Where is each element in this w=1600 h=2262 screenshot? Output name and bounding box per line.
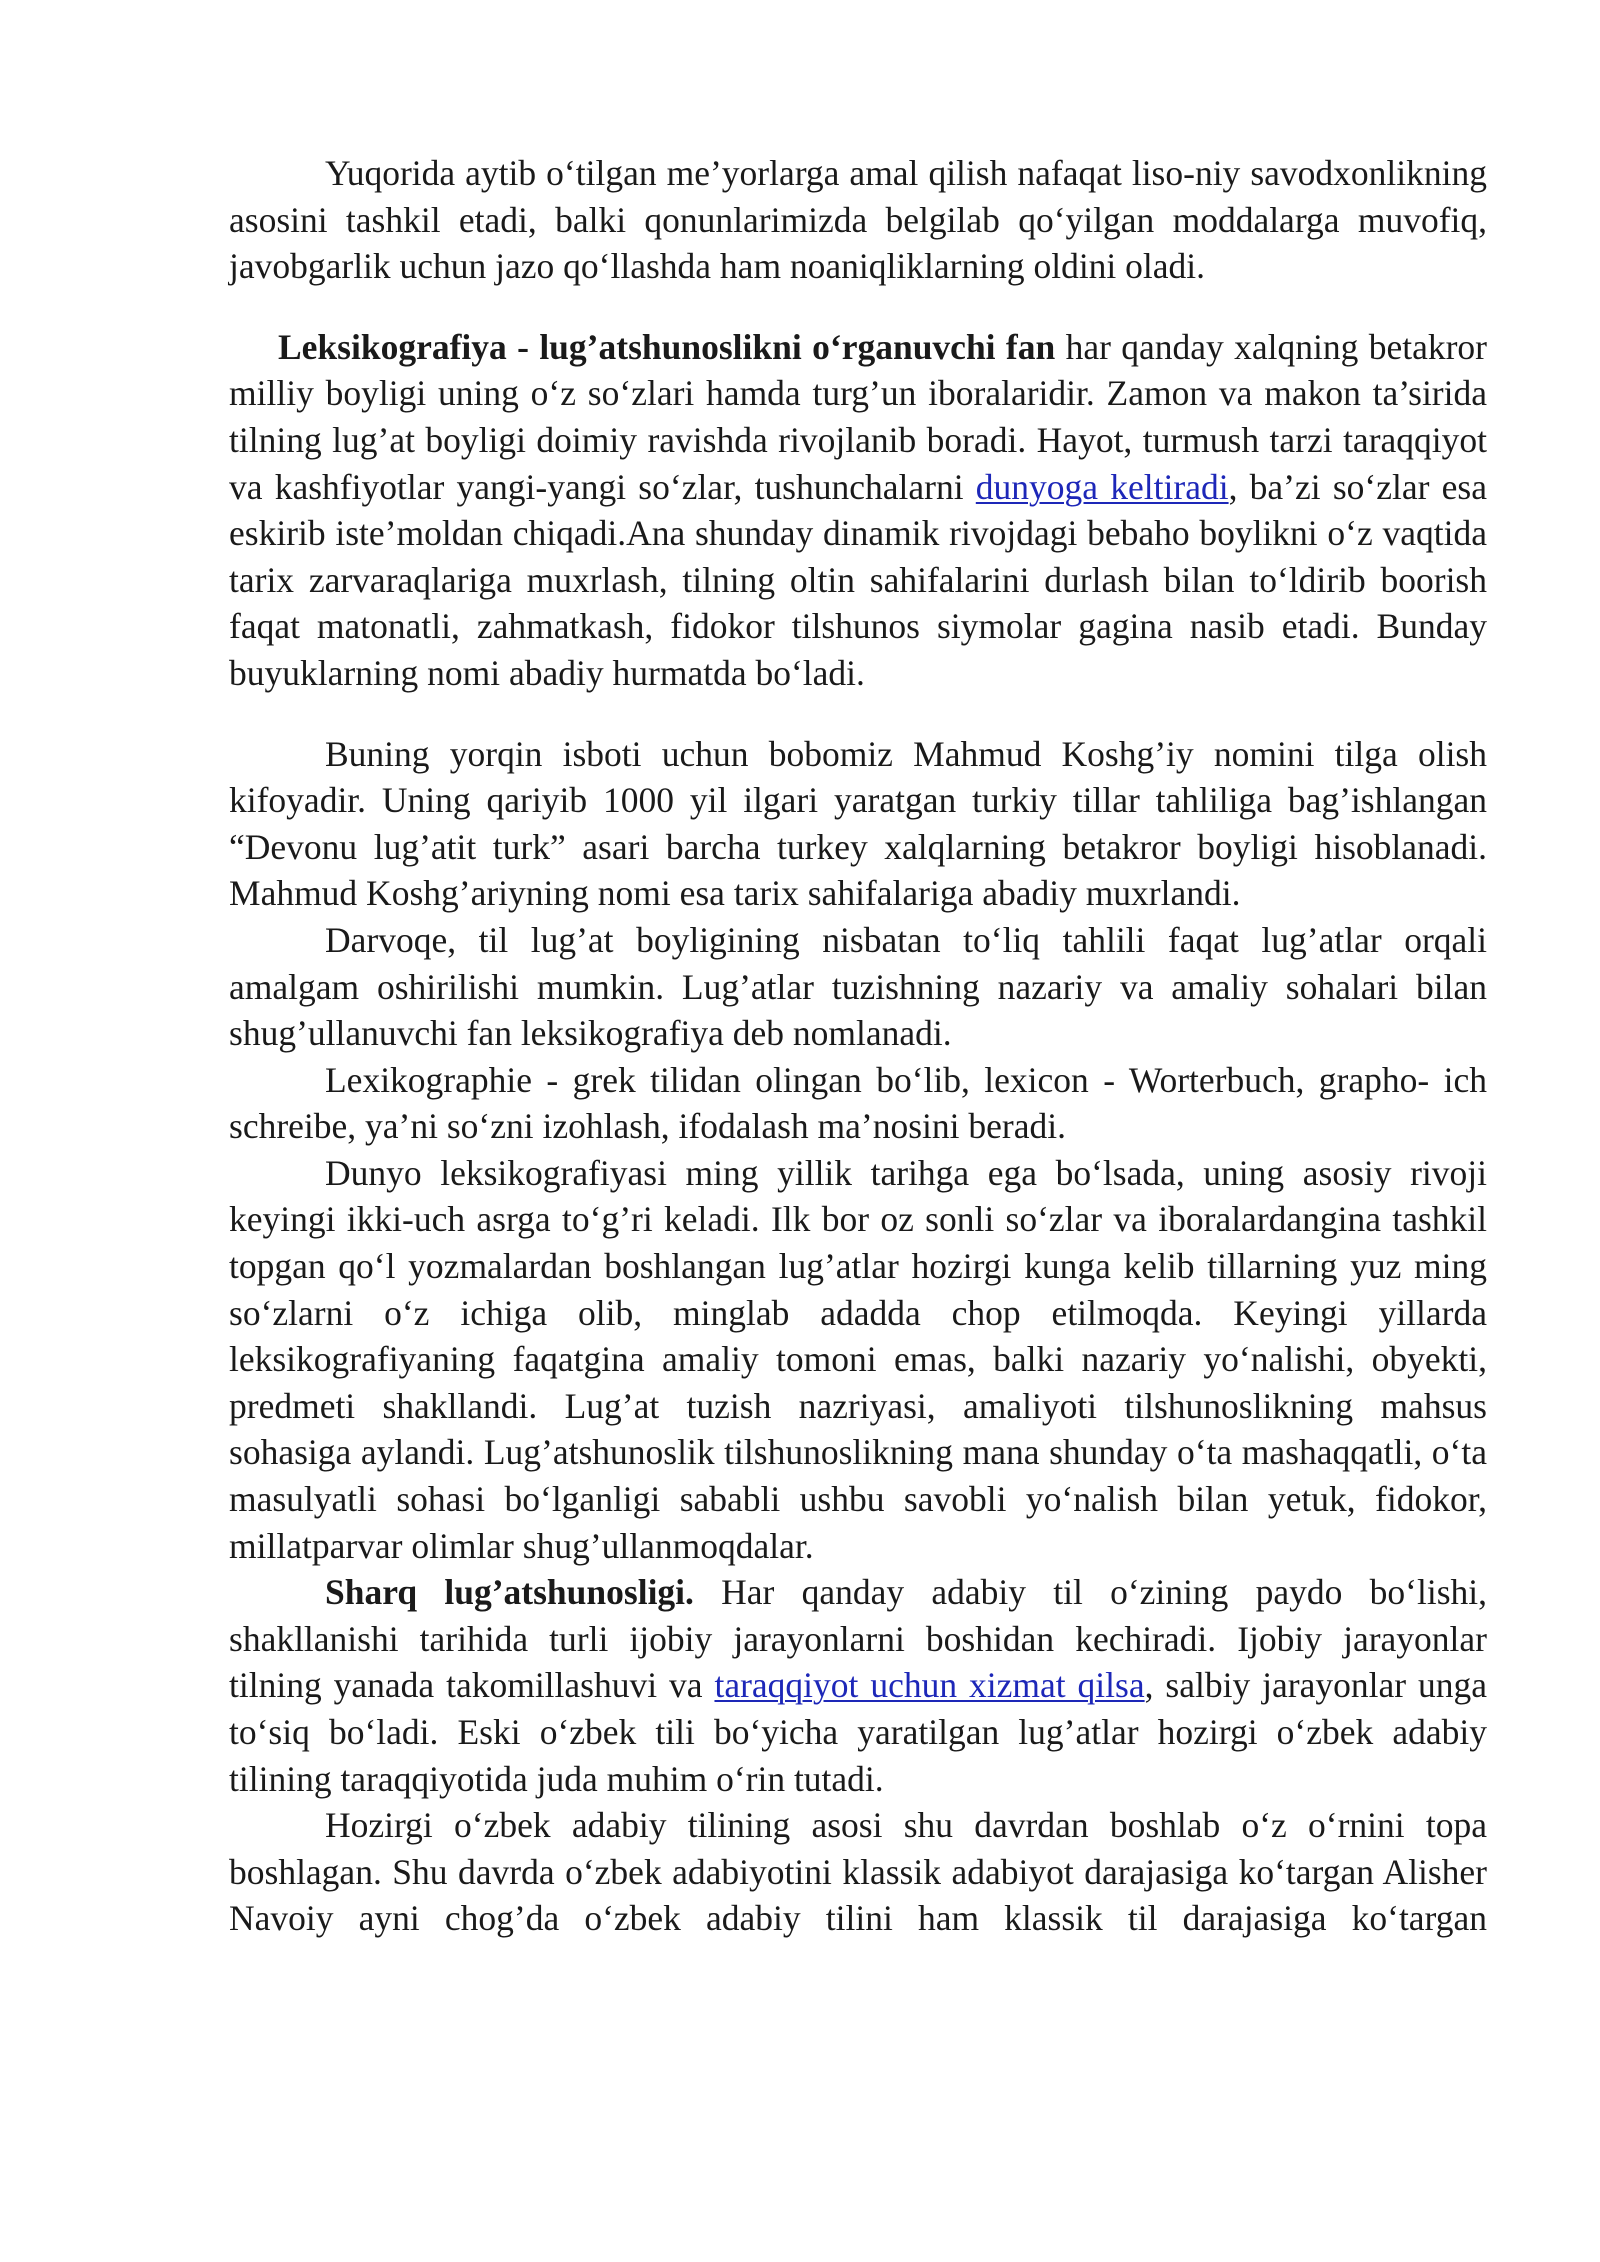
bold-term-sharq: Sharq lug’atshunosligi. (325, 1572, 694, 1613)
paragraph-text: Dunyo leksikografiyasi ming yillik tarihga ega bo‘lsada, uning asosiy rivoji keyingi ikki-uch asrga to‘g’ri keladi. Ilk bor oz sonli so‘zlar va iboralardangina tashkil topgan qo‘l yozmalardan boshlangan lug’atlar hozirgi kunga kelib tillarning yuz ming so‘zlarni o‘z ichiga olib, minglab adadda chop etilmoqda. Keyingi yillarda leksikografiyaning faqatgina amaliy tomoni emas, balki nazariy yo‘nalishi, obyekti, predmeti shakllandi. Lug’at tuzish nazriyasi, amaliyoti tilshunoslikning mahsus sohasiga aylandi. Lug’atshunoslik tilshunoslikning mana shunday o‘ta mashaqqatli, o‘ta masulyatli sohasi bo‘lganligi sababli ushbu savobli yo‘nalish bilan yetuk, fidokor, millatparvar olimlar shug’ullanmoqdalar. (229, 1152, 1487, 1566)
paragraph-koshgariy (229, 731, 1487, 917)
paragraph-text: Hozirgi o‘zbek adabiy tilining asosi shu davrdan boshlab o‘z o‘rnini topa boshlagan. Shu davrda o‘zbek adabiyotini klassik adabiyot darajasiga ko‘targan Alisher Navoiy ayni chog’da o‘zbek adabiy tilini ham klassik til darajasiga ko‘targan (229, 1805, 1487, 1939)
paragraph-lexikographie (229, 1057, 1487, 1150)
paragraph-text: Lexikographie - grek tilidan olingan bo‘lib, lexicon - Worterbuch, grapho- ich schreibe, ya’ni so‘zni izohlash, ifodalash ma’nosini beradi. (229, 1059, 1487, 1147)
paragraph-world-lexicography (229, 1150, 1487, 1569)
paragraph-text: , ba’zi so‘zlar esa eskirib iste’moldan chiqadi.Ana shunday dinamik rivojdagi bebaho boylikni o‘z vaqtida tarix zarvaraqlariga muxrlash, tilning oltin sahifalarini durlash bilan to‘ldirib boorish faqat matonatli, zahmatkash, fidokor tilshunos siymolar gagina nasib etadi. Bunday buyuklarning nomi abadiy hurmatda bo‘ladi. (229, 466, 1487, 693)
document-page (229, 150, 1487, 1942)
paragraph-text: Buning yorqin isboti uchun bobomiz Mahmud Koshg’iy nomini tilga olish kifoyadir. Uning qariyib 1000 yil ilgari yaratgan turkiy tillar tahliliga bag’ishlangan “Devonu lug’atit turk” asari barcha turkey xalqlarning betakror boyligi hisoblanadi. Mahmud Koshg’ariyning nomi esa tarix sahifalariga abadiy muxrlandi. (229, 733, 1487, 914)
paragraph-text: Yuqorida aytib o‘tilgan me’yorlarga amal qilish nafaqat liso-niy savodxonlikning asosini tashkil etadi, balki qonunlarimizda belgilab qo‘yilgan moddalarga muvofiq, javobgarlik uchun jazo qo‘llashda ham noaniqliklarning oldini oladi. (229, 153, 1487, 287)
paragraph-darvoqe (229, 917, 1487, 1057)
paragraph-norms (229, 150, 1487, 290)
paragraph-lexicography (229, 324, 1487, 697)
paragraph-eastern-lexicography (229, 1569, 1487, 1802)
paragraph-text: , salbiy jarayonlar unga to‘siq bo‘ladi. Eski o‘zbek tili bo‘yicha yaratilgan lug’atlar hozirgi o‘zbek adabiy tilining taraqqiyotida juda muhim o‘rin tutadi. (229, 1665, 1487, 1799)
paragraph-text: Darvoqe, til lug’at boyligining nisbatan to‘liq tahlili faqat lug’atlar orqali amalgam oshirilishi mumkin. Lug’atlar tuzishning nazariy va amaliy sohalari bilan shug’ullanuvchi fan leksikografiya deb nomlanadi. (229, 919, 1487, 1054)
paragraph-text: Har qanday adabiy til o‘zining paydo bo‘lishi, shakllanishi tarihida turli ijobiy jarayonlarni boshidan kechiradi. Ijobiy jarayonlar tilning yanada takomillashuvi va (229, 1572, 1488, 1706)
link-dunyoga-keltiradi[interactable]: dunyoga keltiradi (975, 466, 1229, 507)
link-taraqqiyot[interactable]: taraqqiyot uchun xizmat qilsa (714, 1665, 1145, 1706)
paragraph-modern-uzbek (229, 1802, 1487, 1942)
paragraph-text: har qanday xalqning betakror milliy boyligi uning o‘z so‘zlari hamda turg’un iboralaridir. Zamon va makon ta’sirida tilning lug’at boyligi doimiy ravishda rivojlanib boradi. Hayot, turmush tarzi taraqqiyot va kashfiyotlar yangi-yangi so‘zlar, tushunchalarni (229, 326, 1487, 507)
bold-term-lexicography: Leksikografiya - lug’atshunoslikni o‘rganuvchi fan (278, 326, 1056, 367)
